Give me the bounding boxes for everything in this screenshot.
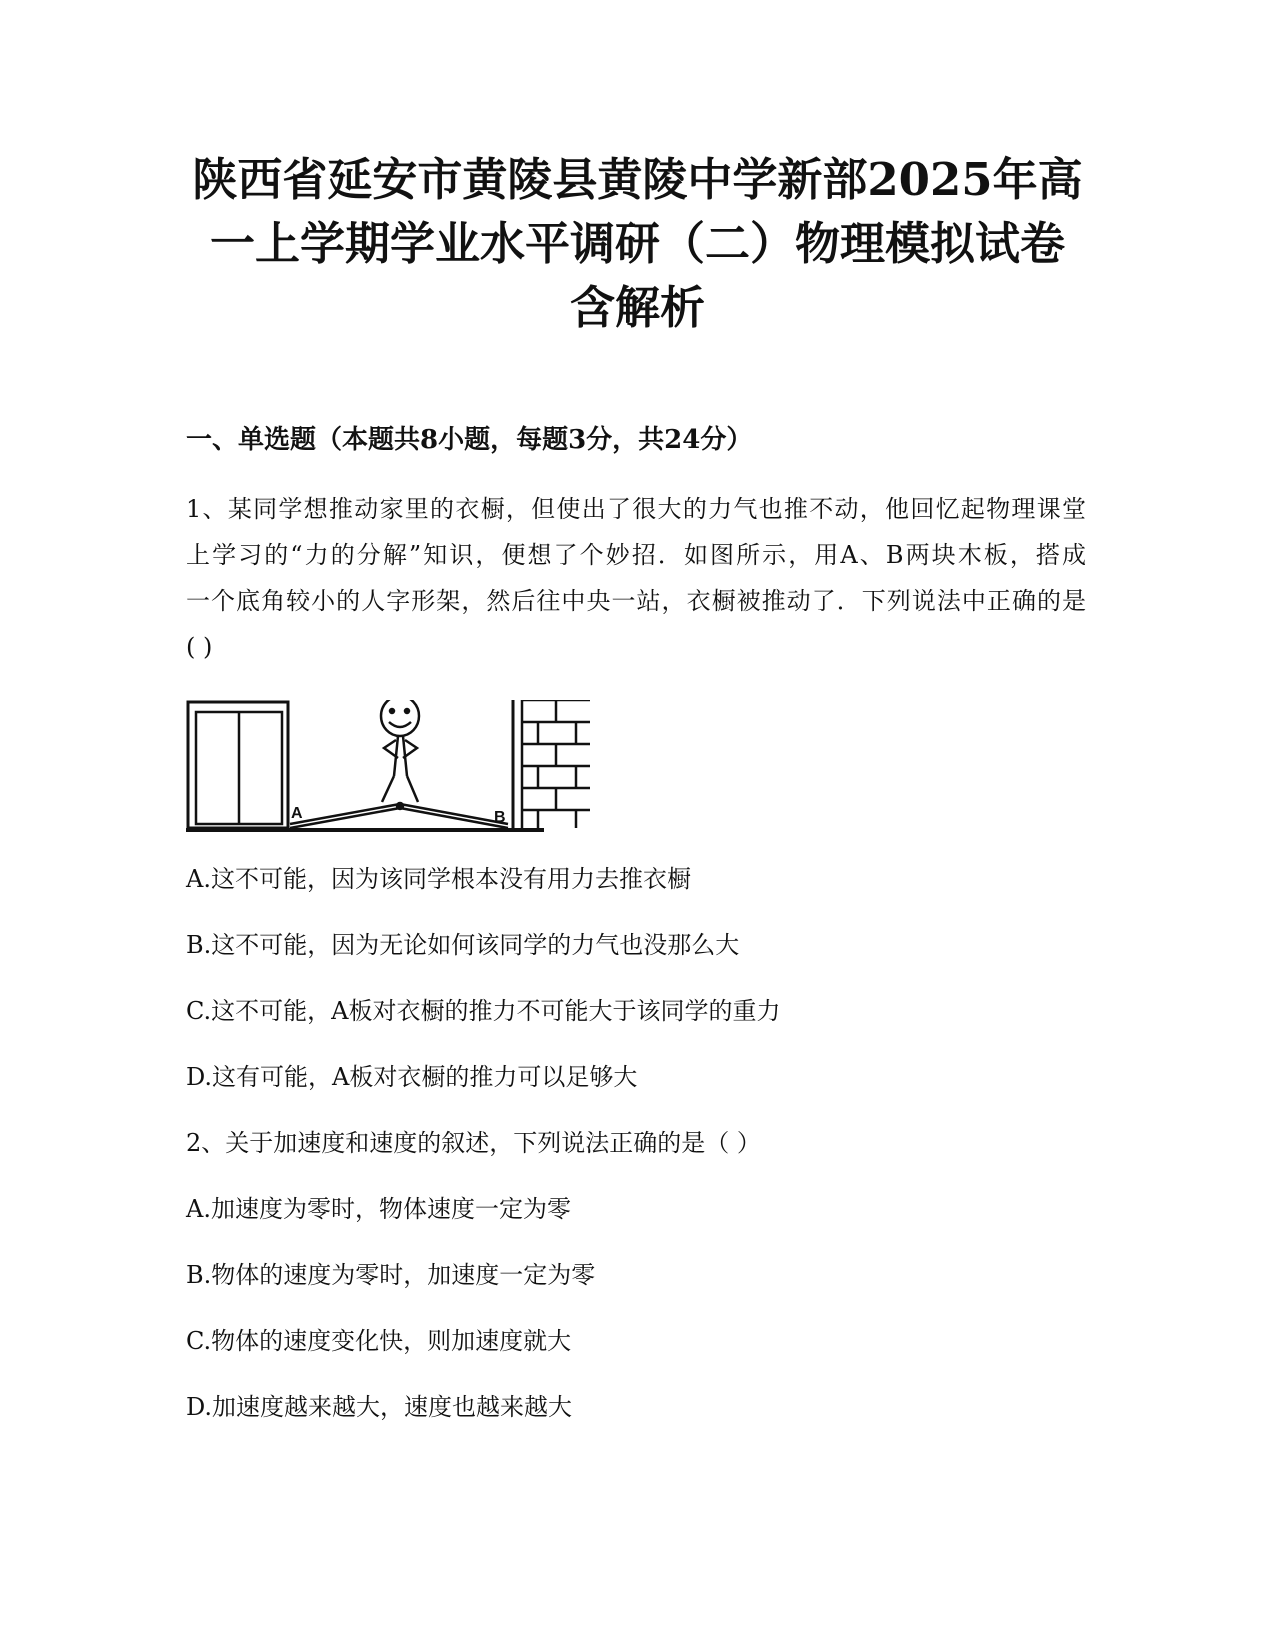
question-1-option-d: D.这有可能，A板对衣橱的推力可以足够大 [186,1063,638,1091]
question-2-option-b: B.物体的速度为零时，加速度一定为零 [186,1261,596,1289]
document-title [120,148,1155,340]
boards-drawing [290,803,508,828]
brick-wall-drawing [513,700,590,830]
wardrobe-drawing [188,702,288,828]
question-1-stem-line-4: ( ) [186,633,213,661]
question-1-stem [186,486,1086,670]
question-2-option-c: C.物体的速度变化快，则加速度就大 [186,1327,572,1355]
question-1-stem-line-3: 一个底角较小的人字形架，然后往中央一站，衣橱被推动了．下列说法中正确的是 [186,587,1086,615]
wardrobe-wall-figure [186,700,616,875]
question-1-option-a: A.这不可能，因为该同学根本没有用力去推衣橱 [186,865,691,893]
label-b: B [494,809,506,826]
question-2-option-d: D.加速度越来越大，速度也越来越大 [186,1393,573,1421]
title-line-2: 一上学期学业水平调研（二）物理模拟试卷 [209,217,1065,270]
question-1-stem-line-1: 1、某同学想推动家里的衣橱，但使出了很大的力气也推不动，他回忆起物理课堂 [186,495,1086,523]
label-a: A [291,805,303,822]
question-1-stem-line-2: 上学习的“力的分解”知识，便想了个妙招．如图所示，用A、B两块木板，搭成 [186,541,1086,569]
question-2-stem: 2、关于加速度和速度的叙述，下列说法正确的是（ ） [186,1129,761,1157]
question-2-option-a: A.加速度为零时，物体速度一定为零 [186,1195,571,1223]
question-1-option-c: C.这不可能，A板对衣橱的推力不可能大于该同学的重力 [186,997,781,1025]
title-line-3: 含解析 [569,281,705,334]
question-1-option-b: B.这不可能，因为无论如何该同学的力气也没那么大 [186,931,740,959]
stick-person-drawing [381,700,419,802]
section-heading: 一、单选题（本题共8小题，每题3分，共24分） [186,425,753,455]
title-line-1: 陕西省延安市黄陵县黄陵中学新部2025年高 [192,153,1083,206]
